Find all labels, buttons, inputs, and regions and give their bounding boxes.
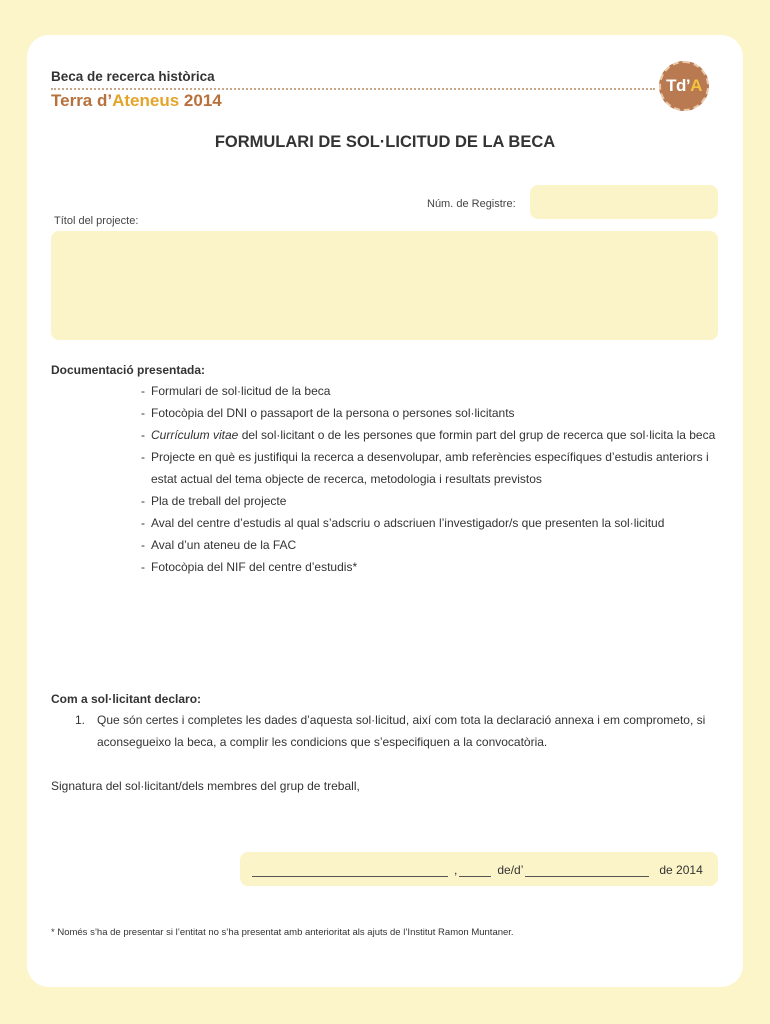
list-item: - Fotocòpia del NIF del centre d’estudis*: [141, 556, 721, 578]
brand-title: [51, 91, 222, 111]
brand-part1: Terra d’: [51, 91, 113, 110]
registre-label: Núm. de Registre:: [427, 198, 516, 210]
date-line-box: [240, 852, 718, 886]
brand-part2: Ateneus: [112, 91, 180, 110]
form-page: [27, 35, 743, 987]
list-item: - Fotocòpia del DNI o passaport de la persona o persones sol·licitants: [141, 402, 721, 424]
list-item: [141, 424, 721, 446]
form-title: FORMULARI DE SOL·LICITUD DE LA BECA: [214, 133, 556, 151]
declaracio-heading: Com a sol·licitant declaro:: [51, 692, 202, 706]
list-item: - Pla de treball del projecte: [141, 490, 721, 512]
signature-label: Signatura del sol·licitant/dels membres del grup de treball,: [51, 779, 360, 793]
list-item: [51, 709, 721, 753]
documentacio-heading: Documentació presentada:: [51, 363, 206, 377]
year-label: de 2014: [659, 863, 703, 877]
day-field[interactable]: [459, 866, 491, 877]
documentacio-list: [141, 380, 721, 578]
date-line: [252, 863, 703, 877]
list-item: - Projecte en què es justifiqui la recerca a desenvolupar, amb referències específiques d’estudis anteriors i estat actual del tema objecte de recerca, metodologia i resultats previstos: [141, 446, 721, 490]
month-field[interactable]: [525, 866, 649, 877]
logo-part2: A: [690, 76, 702, 95]
registre-input[interactable]: [530, 185, 718, 219]
declaracio-list: [51, 709, 721, 753]
titol-label: Títol del projecte:: [54, 215, 139, 227]
brand-year: 2014: [183, 91, 222, 110]
list-item: - Aval del centre d’estudis al qual s’adscriu o adscriuen l’investigador/s que presenten la sol·licitud: [141, 512, 721, 534]
cv-italic: Currículum vitae: [151, 428, 239, 442]
item-text: Que són certes i completes les dades d’aquesta sol·licitud, així com tota la declaració annexa i em comprometo, si aconsegueixo la beca, a complir les condicions que s’especifiquen a la convocatòria.: [97, 713, 706, 749]
place-field[interactable]: [252, 866, 448, 877]
de-d-label: de/d’: [497, 863, 524, 877]
series-title: Beca de recerca històrica: [51, 69, 215, 84]
dotted-divider: [51, 88, 655, 90]
list-item: - Aval d’un ateneu de la FAC: [141, 534, 721, 556]
list-item: - Formulari de sol·licitud de la beca: [141, 380, 721, 402]
comma: ,: [454, 863, 458, 877]
footnote: * Només s’ha de presentar si l’entitat no s’ha presentat amb anterioritat als ajuts de l’Institut Ramon Muntaner.: [51, 927, 514, 938]
titol-input[interactable]: [51, 231, 718, 340]
cv-rest: del sol·licitant o de les persones que formin part del grup de recerca que sol·licita la beca: [238, 428, 716, 442]
item-number: 1.: [75, 713, 86, 727]
logo-part1: Td’: [666, 76, 691, 95]
tda-logo: [659, 61, 709, 111]
